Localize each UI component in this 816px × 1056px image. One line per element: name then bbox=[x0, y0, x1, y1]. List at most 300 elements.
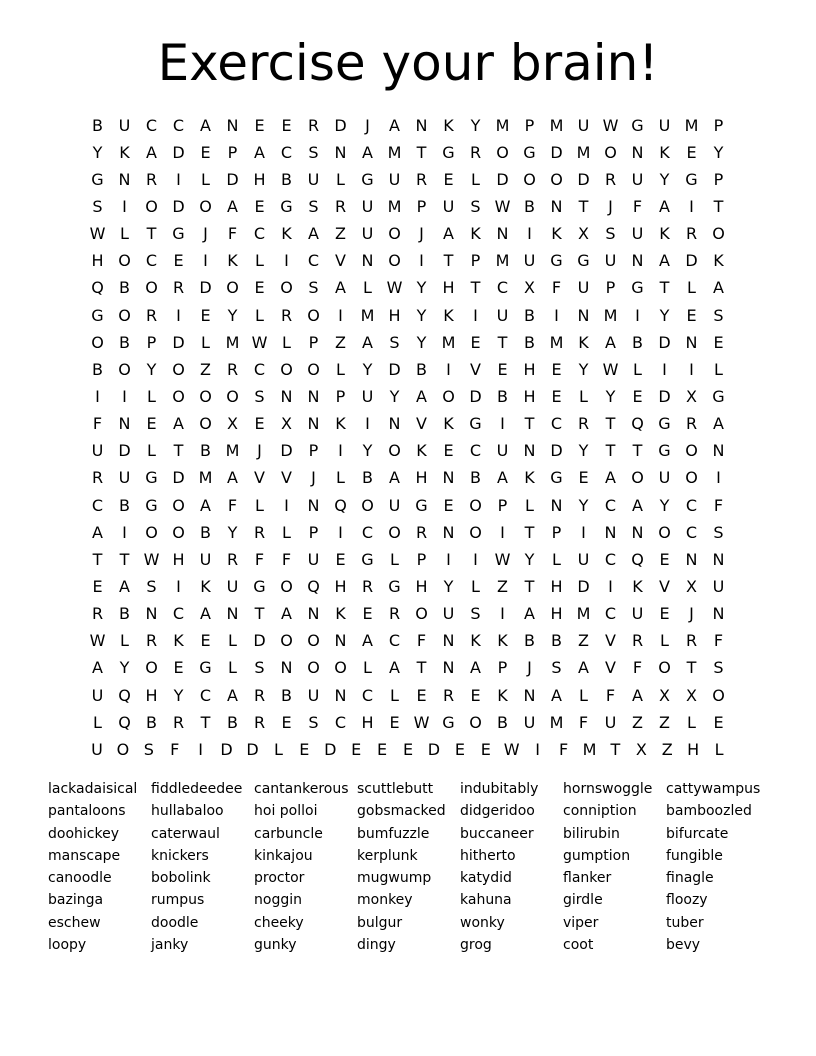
grid-letter: H bbox=[415, 576, 428, 596]
word-list-item: hornswoggle bbox=[563, 781, 653, 797]
grid-letter: L bbox=[336, 468, 345, 488]
grid-letter: L bbox=[687, 278, 696, 298]
grid-letter: Q bbox=[334, 495, 347, 515]
grid-letter: T bbox=[578, 196, 589, 216]
grid-letter: D bbox=[388, 359, 401, 379]
grid-letter: M bbox=[582, 739, 597, 759]
grid-letter: G bbox=[685, 169, 698, 189]
grid-letter: W bbox=[413, 712, 430, 732]
grid-letter: O bbox=[307, 631, 320, 651]
grid-letter: N bbox=[226, 115, 239, 135]
grid-letter: N bbox=[712, 549, 725, 569]
grid-letter: E bbox=[200, 631, 211, 651]
grid-letter: L bbox=[714, 359, 723, 379]
grid-letter: J bbox=[257, 441, 262, 461]
grid-letter: S bbox=[143, 739, 154, 759]
grid-letter: M bbox=[225, 441, 240, 461]
grid-letter: P bbox=[524, 115, 535, 135]
grid-letter: N bbox=[577, 305, 590, 325]
grid-letter: G bbox=[658, 414, 671, 434]
grid-letter: U bbox=[307, 549, 320, 569]
grid-letter: U bbox=[658, 468, 671, 488]
grid-letter: D bbox=[658, 332, 671, 352]
grid-letter: H bbox=[172, 549, 185, 569]
grid-row bbox=[84, 709, 732, 736]
word-list-item: flanker bbox=[563, 870, 612, 887]
grid-letter: X bbox=[578, 224, 589, 244]
grid-letter: T bbox=[443, 251, 454, 271]
grid-letter: L bbox=[228, 658, 237, 678]
grid-letter: B bbox=[227, 712, 238, 732]
grid-letter: G bbox=[550, 251, 563, 271]
grid-letter: D bbox=[550, 441, 563, 461]
grid-letter: L bbox=[687, 712, 696, 732]
grid-letter: Q bbox=[307, 576, 320, 596]
grid-letter: T bbox=[470, 278, 481, 298]
grid-letter: E bbox=[659, 604, 670, 624]
grid-letter: T bbox=[173, 441, 184, 461]
word-list-item: dingy bbox=[357, 937, 396, 954]
grid-letter: E bbox=[443, 169, 454, 189]
grid-letter: A bbox=[254, 142, 265, 162]
grid-letter: O bbox=[145, 196, 158, 216]
grid-letter: D bbox=[550, 142, 563, 162]
grid-letter: L bbox=[201, 169, 210, 189]
word-list-item: hitherto bbox=[460, 847, 516, 864]
grid-letter: R bbox=[91, 468, 104, 488]
grid-letter: P bbox=[308, 332, 319, 352]
grid-letter: S bbox=[551, 658, 562, 678]
grid-letter: I bbox=[284, 251, 289, 271]
grid-letter: L bbox=[255, 305, 264, 325]
grid-letter: N bbox=[334, 631, 347, 651]
grid-letter: A bbox=[632, 495, 643, 515]
grid-letter: U bbox=[523, 712, 536, 732]
grid-letter: G bbox=[577, 251, 590, 271]
word-list-item: floozy bbox=[666, 892, 708, 909]
word-list-item: indubitably bbox=[460, 781, 539, 797]
grid-letter: L bbox=[336, 359, 345, 379]
grid-letter: K bbox=[119, 142, 130, 162]
grid-letter: U bbox=[658, 115, 671, 135]
grid-letter: U bbox=[91, 739, 103, 759]
grid-letter: U bbox=[118, 115, 131, 135]
grid-letter: E bbox=[551, 386, 562, 406]
grid-letter: C bbox=[361, 685, 374, 705]
word-list-item: bobolink bbox=[151, 870, 211, 887]
grid-letter: P bbox=[146, 332, 157, 352]
grid-letter: A bbox=[362, 631, 373, 651]
grid-letter: L bbox=[525, 495, 534, 515]
grid-letter: L bbox=[255, 495, 264, 515]
grid-letter: F bbox=[605, 685, 616, 705]
grid-letter: X bbox=[686, 685, 697, 705]
grid-row bbox=[84, 221, 732, 248]
word-list-item: gumption bbox=[563, 847, 631, 864]
word-list-item: doohickey bbox=[48, 825, 119, 842]
grid-letter: O bbox=[469, 712, 482, 732]
grid-letter: T bbox=[119, 549, 130, 569]
grid-letter: S bbox=[470, 604, 481, 624]
grid-letter: U bbox=[388, 495, 401, 515]
grid-letter: T bbox=[659, 278, 670, 298]
grid-letter: K bbox=[551, 224, 562, 244]
grid-letter: O bbox=[226, 278, 239, 298]
grid-letter: I bbox=[419, 251, 424, 271]
grid-letter: E bbox=[632, 386, 643, 406]
grid-letter: N bbox=[307, 495, 320, 515]
grid-letter: C bbox=[469, 441, 482, 461]
grid-letter: O bbox=[172, 386, 185, 406]
grid-letter: B bbox=[119, 278, 130, 298]
grid-letter: W bbox=[143, 549, 160, 569]
grid-letter: G bbox=[280, 196, 293, 216]
grid-letter: U bbox=[496, 441, 509, 461]
grid-letter: T bbox=[497, 332, 508, 352]
word-list-item: mugwump bbox=[357, 870, 432, 887]
grid-letter: H bbox=[550, 604, 563, 624]
grid-row bbox=[84, 356, 732, 383]
grid-letter: D bbox=[427, 739, 441, 759]
grid-letter: L bbox=[120, 631, 129, 651]
grid-letter: D bbox=[334, 115, 347, 135]
grid-letter: P bbox=[335, 386, 346, 406]
grid-letter: R bbox=[226, 549, 239, 569]
grid-letter: F bbox=[632, 196, 643, 216]
grid-letter: E bbox=[200, 305, 211, 325]
grid-letter: H bbox=[388, 305, 401, 325]
grid-letter: W bbox=[386, 278, 403, 298]
grid-letter: O bbox=[199, 386, 212, 406]
grid-letter: C bbox=[334, 712, 347, 732]
grid-letter: T bbox=[146, 224, 157, 244]
grid-letter: F bbox=[713, 495, 724, 515]
word-list-item: carbuncle bbox=[254, 825, 323, 842]
grid-letter: F bbox=[227, 224, 238, 244]
grid-letter: R bbox=[415, 522, 428, 542]
grid-letter: P bbox=[227, 142, 238, 162]
word-list-item: coot bbox=[563, 937, 594, 954]
grid-letter: A bbox=[416, 386, 427, 406]
grid-letter: X bbox=[635, 739, 647, 759]
grid-letter: M bbox=[198, 468, 213, 488]
word-list-item: bulgur bbox=[357, 914, 403, 931]
grid-letter: G bbox=[253, 576, 266, 596]
grid-row bbox=[84, 411, 732, 438]
grid-letter: T bbox=[254, 604, 265, 624]
grid-letter: U bbox=[496, 305, 509, 325]
grid-letter: N bbox=[388, 414, 401, 434]
grid-letter: Y bbox=[416, 278, 427, 298]
grid-letter: F bbox=[92, 414, 103, 434]
grid-letter: H bbox=[361, 712, 374, 732]
grid-letter: N bbox=[307, 414, 320, 434]
grid-letter: U bbox=[91, 441, 104, 461]
grid-letter: N bbox=[550, 495, 563, 515]
grid-letter: Y bbox=[443, 576, 454, 596]
grid-letter: R bbox=[307, 115, 320, 135]
grid-letter: M bbox=[495, 115, 510, 135]
grid-letter: O bbox=[145, 278, 158, 298]
grid-letter: H bbox=[415, 468, 428, 488]
grid-letter: I bbox=[473, 305, 478, 325]
grid-letter: C bbox=[685, 495, 698, 515]
grid-letter: C bbox=[604, 549, 617, 569]
grid-letter: L bbox=[471, 169, 480, 189]
grid-letter: A bbox=[173, 414, 184, 434]
grid-letter: M bbox=[576, 604, 591, 624]
grid-letter: S bbox=[254, 658, 265, 678]
grid-letter: A bbox=[659, 196, 670, 216]
grid-letter: M bbox=[549, 332, 564, 352]
grid-letter: B bbox=[524, 631, 535, 651]
grid-letter: N bbox=[361, 251, 374, 271]
grid-letter: O bbox=[496, 142, 509, 162]
grid-letter: E bbox=[402, 739, 414, 759]
grid-letter: F bbox=[170, 739, 180, 759]
grid-letter: P bbox=[308, 441, 319, 461]
grid-letter: A bbox=[92, 522, 103, 542]
grid-letter: A bbox=[119, 576, 130, 596]
grid-row bbox=[84, 112, 732, 139]
grid-letter: E bbox=[454, 739, 465, 759]
grid-letter: O bbox=[172, 522, 185, 542]
grid-letter: Y bbox=[659, 169, 670, 189]
grid-letter: S bbox=[92, 196, 103, 216]
grid-letter: K bbox=[227, 251, 238, 271]
grid-letter: N bbox=[280, 658, 293, 678]
grid-letter: E bbox=[92, 576, 103, 596]
grid-letter: G bbox=[388, 576, 401, 596]
grid-letter: Q bbox=[91, 278, 104, 298]
grid-letter: O bbox=[388, 251, 401, 271]
grid-letter: O bbox=[685, 468, 698, 488]
grid-letter: R bbox=[388, 604, 401, 624]
grid-letter: V bbox=[605, 631, 616, 651]
grid-letter: T bbox=[605, 414, 616, 434]
grid-letter: Y bbox=[119, 658, 130, 678]
grid-letter: E bbox=[200, 142, 211, 162]
grid-letter: G bbox=[91, 169, 104, 189]
grid-letter: Y bbox=[578, 441, 589, 461]
grid-letter: W bbox=[89, 224, 106, 244]
grid-letter: E bbox=[377, 739, 388, 759]
grid-letter: T bbox=[524, 414, 535, 434]
grid-letter: I bbox=[500, 522, 505, 542]
grid-letter: I bbox=[122, 522, 127, 542]
grid-letter: E bbox=[173, 658, 184, 678]
grid-letter: W bbox=[503, 739, 520, 759]
grid-letter: C bbox=[361, 522, 374, 542]
word-list-item: buccaneer bbox=[460, 825, 534, 842]
grid-letter: Y bbox=[713, 142, 724, 162]
word-list-item: grog bbox=[460, 937, 492, 954]
grid-letter: O bbox=[631, 468, 644, 488]
grid-letter: U bbox=[307, 169, 320, 189]
grid-letter: U bbox=[577, 549, 590, 569]
grid-letter: K bbox=[416, 441, 427, 461]
grid-letter: Y bbox=[227, 522, 238, 542]
grid-letter: T bbox=[524, 576, 535, 596]
grid-letter: G bbox=[442, 712, 455, 732]
grid-letter: B bbox=[524, 305, 535, 325]
grid-letter: K bbox=[497, 685, 508, 705]
grid-letter: T bbox=[92, 549, 103, 569]
grid-letter: B bbox=[119, 604, 130, 624]
grid-letter: N bbox=[442, 468, 455, 488]
grid-letter: N bbox=[631, 142, 644, 162]
grid-letter: T bbox=[416, 658, 427, 678]
grid-letter: X bbox=[686, 576, 697, 596]
grid-letter: B bbox=[416, 359, 427, 379]
word-list-item: caterwaul bbox=[151, 825, 220, 842]
grid-letter: W bbox=[494, 196, 511, 216]
word-list-item: canoodle bbox=[48, 870, 112, 887]
grid-letter: Y bbox=[227, 305, 238, 325]
grid-letter: E bbox=[470, 685, 481, 705]
grid-letter: O bbox=[280, 576, 293, 596]
grid-letter: A bbox=[389, 115, 400, 135]
grid-letter: I bbox=[662, 359, 667, 379]
grid-letter: U bbox=[307, 685, 320, 705]
word-list-item: cattywampus bbox=[666, 781, 761, 797]
grid-letter: I bbox=[608, 576, 613, 596]
grid-letter: H bbox=[687, 739, 700, 759]
grid-letter: B bbox=[497, 386, 508, 406]
grid-letter: O bbox=[199, 414, 212, 434]
grid-letter: V bbox=[254, 468, 265, 488]
grid-letter: K bbox=[659, 224, 670, 244]
grid-letter: Q bbox=[631, 549, 644, 569]
word-list-item: doodle bbox=[151, 914, 199, 931]
grid-letter: E bbox=[578, 468, 589, 488]
grid-letter: A bbox=[470, 658, 481, 678]
word-search-grid bbox=[84, 112, 732, 763]
grid-letter: I bbox=[535, 739, 540, 759]
grid-letter: C bbox=[172, 604, 185, 624]
word-list-item: viper bbox=[563, 914, 599, 931]
grid-letter: W bbox=[89, 631, 106, 651]
grid-letter: L bbox=[471, 576, 480, 596]
word-list-item: finagle bbox=[666, 870, 714, 887]
word-column bbox=[48, 778, 151, 956]
grid-letter: F bbox=[281, 549, 292, 569]
grid-letter: X bbox=[227, 414, 238, 434]
grid-row bbox=[84, 628, 732, 655]
grid-letter: P bbox=[605, 278, 616, 298]
grid-letter: O bbox=[226, 386, 239, 406]
grid-letter: A bbox=[92, 658, 103, 678]
grid-row bbox=[84, 573, 732, 600]
word-column bbox=[666, 778, 769, 956]
grid-letter: X bbox=[686, 386, 697, 406]
grid-letter: N bbox=[334, 142, 347, 162]
grid-letter: G bbox=[361, 549, 374, 569]
grid-letter: Y bbox=[578, 359, 589, 379]
grid-letter: E bbox=[281, 115, 292, 135]
grid-letter: U bbox=[523, 251, 536, 271]
grid-letter: O bbox=[118, 359, 131, 379]
grid-letter: J bbox=[311, 468, 316, 488]
grid-letter: F bbox=[254, 549, 265, 569]
grid-letter: E bbox=[362, 604, 373, 624]
grid-letter: I bbox=[365, 414, 370, 434]
grid-letter: A bbox=[713, 414, 724, 434]
grid-letter: L bbox=[120, 224, 129, 244]
grid-letter: G bbox=[631, 115, 644, 135]
grid-row bbox=[84, 329, 732, 356]
grid-letter: D bbox=[280, 441, 293, 461]
grid-letter: G bbox=[172, 224, 185, 244]
grid-letter: O bbox=[658, 522, 671, 542]
grid-letter: A bbox=[578, 658, 589, 678]
grid-letter: N bbox=[307, 604, 320, 624]
grid-letter: A bbox=[200, 604, 211, 624]
grid-letter: E bbox=[146, 414, 157, 434]
grid-letter: P bbox=[497, 658, 508, 678]
grid-letter: G bbox=[631, 278, 644, 298]
grid-row bbox=[84, 275, 732, 302]
grid-letter: Q bbox=[118, 685, 131, 705]
grid-letter: I bbox=[338, 305, 343, 325]
word-list-item: bevy bbox=[666, 937, 701, 954]
grid-letter: O bbox=[307, 359, 320, 379]
grid-letter: R bbox=[226, 359, 239, 379]
grid-letter: L bbox=[552, 549, 561, 569]
grid-letter: R bbox=[145, 169, 158, 189]
word-list-item: bamboozled bbox=[666, 803, 752, 820]
grid-letter: P bbox=[470, 251, 481, 271]
grid-letter: E bbox=[497, 359, 508, 379]
grid-letter: Y bbox=[146, 359, 157, 379]
grid-letter: R bbox=[631, 631, 644, 651]
grid-letter: B bbox=[281, 685, 292, 705]
grid-letter: R bbox=[415, 169, 428, 189]
grid-letter: T bbox=[605, 441, 616, 461]
grid-letter: Z bbox=[335, 224, 346, 244]
grid-row bbox=[84, 655, 732, 682]
grid-letter: B bbox=[92, 359, 103, 379]
grid-letter: P bbox=[497, 495, 508, 515]
grid-letter: E bbox=[254, 414, 265, 434]
grid-letter: B bbox=[362, 468, 373, 488]
grid-letter: L bbox=[201, 332, 210, 352]
grid-letter: A bbox=[524, 604, 535, 624]
grid-letter: N bbox=[712, 604, 725, 624]
word-list-item: wonky bbox=[460, 914, 505, 931]
grid-row bbox=[84, 166, 732, 193]
grid-letter: I bbox=[446, 359, 451, 379]
word-list-item: kahuna bbox=[460, 892, 512, 909]
grid-letter: E bbox=[281, 712, 292, 732]
grid-letter: B bbox=[524, 332, 535, 352]
grid-letter: G bbox=[361, 169, 374, 189]
word-list-item: knickers bbox=[151, 847, 209, 864]
grid-letter: S bbox=[308, 196, 319, 216]
grid-letter: P bbox=[416, 196, 427, 216]
grid-letter: R bbox=[253, 685, 266, 705]
grid-letter: V bbox=[281, 468, 292, 488]
grid-letter: K bbox=[443, 115, 454, 135]
grid-letter: E bbox=[551, 359, 562, 379]
grid-letter: A bbox=[200, 495, 211, 515]
grid-letter: R bbox=[334, 196, 347, 216]
grid-letter: U bbox=[118, 468, 131, 488]
grid-letter: V bbox=[470, 359, 481, 379]
grid-letter: U bbox=[631, 224, 644, 244]
grid-letter: A bbox=[200, 115, 211, 135]
grid-letter: I bbox=[338, 522, 343, 542]
